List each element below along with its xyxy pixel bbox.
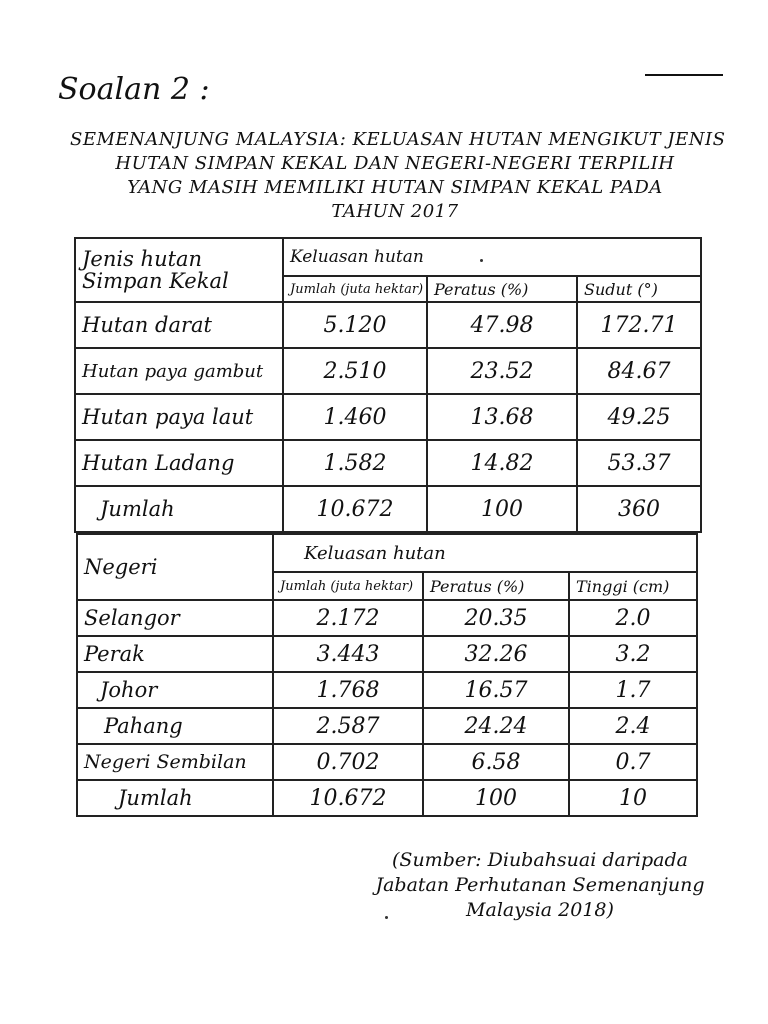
table1-col-sudut: Sudut (°) (577, 276, 701, 302)
cell-jumlah: 2.587 (273, 708, 423, 744)
table2-col-jumlah: Jumlah (juta hektar) (273, 572, 423, 600)
cell-peratus: 47.98 (427, 302, 577, 348)
source-line-3: Malaysia 2018) (466, 899, 614, 921)
page-title (70, 128, 726, 224)
cell-jumlah: 2.510 (283, 348, 427, 394)
row-label: Hutan paya laut (75, 394, 283, 440)
row-label: Johor (77, 672, 273, 708)
table-row (75, 348, 701, 394)
row-label: Hutan darat (75, 302, 283, 348)
cell-peratus: 24.24 (423, 708, 569, 744)
row-label: Perak (77, 636, 273, 672)
table-row (75, 394, 701, 440)
table1-header-main: Jenis hutan Simpan Kekal (75, 238, 283, 302)
cell-tinggi: 10 (569, 780, 697, 816)
cell-peratus: 100 (423, 780, 569, 816)
row-label: Negeri Sembilan (77, 744, 273, 780)
cell-sudut: 49.25 (577, 394, 701, 440)
table-row-total (75, 486, 701, 532)
table-row (77, 744, 697, 780)
cell-peratus: 100 (427, 486, 577, 532)
row-label: Jumlah (75, 486, 283, 532)
cell-jumlah: 2.172 (273, 600, 423, 636)
row-label: Pahang (77, 708, 273, 744)
title-line-4: TAHUN 2017 (331, 201, 459, 222)
title-line-2: HUTAN SIMPAN KEKAL DAN NEGERI-NEGERI TERPILIH (115, 153, 675, 174)
cell-tinggi: 2.0 (569, 600, 697, 636)
cell-jumlah: 0.702 (273, 744, 423, 780)
table-row (75, 302, 701, 348)
forest-type-table (74, 237, 702, 533)
cell-sudut: 360 (577, 486, 701, 532)
cell-tinggi: 0.7 (569, 744, 697, 780)
table1-col-jumlah: Jumlah (juta hektar) (283, 276, 427, 302)
cell-jumlah: 1.460 (283, 394, 427, 440)
cell-jumlah: 10.672 (283, 486, 427, 532)
top-right-rule (645, 74, 723, 76)
cell-jumlah: 5.120 (283, 302, 427, 348)
cell-peratus: 13.68 (427, 394, 577, 440)
cell-peratus: 16.57 (423, 672, 569, 708)
cell-sudut: 53.37 (577, 440, 701, 486)
cell-tinggi: 1.7 (569, 672, 697, 708)
table-row (77, 672, 697, 708)
table-row-total (77, 780, 697, 816)
title-line-1: SEMENANJUNG MALAYSIA: KELUASAN HUTAN MENGIKUT JENIS (70, 129, 726, 150)
cell-jumlah: 10.672 (273, 780, 423, 816)
cell-peratus: 32.26 (423, 636, 569, 672)
stray-mark (385, 916, 388, 919)
table2-col-tinggi: Tinggi (cm) (569, 572, 697, 600)
stray-mark (480, 259, 483, 262)
table-row (77, 636, 697, 672)
state-table (76, 533, 698, 817)
row-label: Jumlah (77, 780, 273, 816)
row-label: Hutan paya gambut (75, 348, 283, 394)
cell-peratus: 20.35 (423, 600, 569, 636)
cell-sudut: 84.67 (577, 348, 701, 394)
table1-col-peratus: Peratus (%) (427, 276, 577, 302)
cell-peratus: 23.52 (427, 348, 577, 394)
question-label: Soalan 2 : (58, 72, 210, 107)
source-line-2: Jabatan Perhutanan Semenanjung (375, 874, 705, 896)
table1-header-group: Keluasan hutan (283, 238, 701, 276)
table2-header-main: Negeri (77, 534, 273, 600)
table-row (77, 600, 697, 636)
cell-tinggi: 2.4 (569, 708, 697, 744)
source-note (370, 848, 710, 923)
cell-sudut: 172.71 (577, 302, 701, 348)
cell-jumlah: 3.443 (273, 636, 423, 672)
table-row (77, 708, 697, 744)
cell-tinggi: 3.2 (569, 636, 697, 672)
cell-jumlah: 1.582 (283, 440, 427, 486)
row-label: Selangor (77, 600, 273, 636)
table-row (75, 440, 701, 486)
title-line-3: YANG MASIH MEMILIKI HUTAN SIMPAN KEKAL PADA (127, 177, 663, 198)
cell-peratus: 6.58 (423, 744, 569, 780)
row-label: Hutan Ladang (75, 440, 283, 486)
source-line-1: (Sumber: Diubahsuai daripada (392, 849, 688, 871)
cell-jumlah: 1.768 (273, 672, 423, 708)
table2-col-peratus: Peratus (%) (423, 572, 569, 600)
table2-header-group: Keluasan hutan (273, 534, 697, 572)
cell-peratus: 14.82 (427, 440, 577, 486)
